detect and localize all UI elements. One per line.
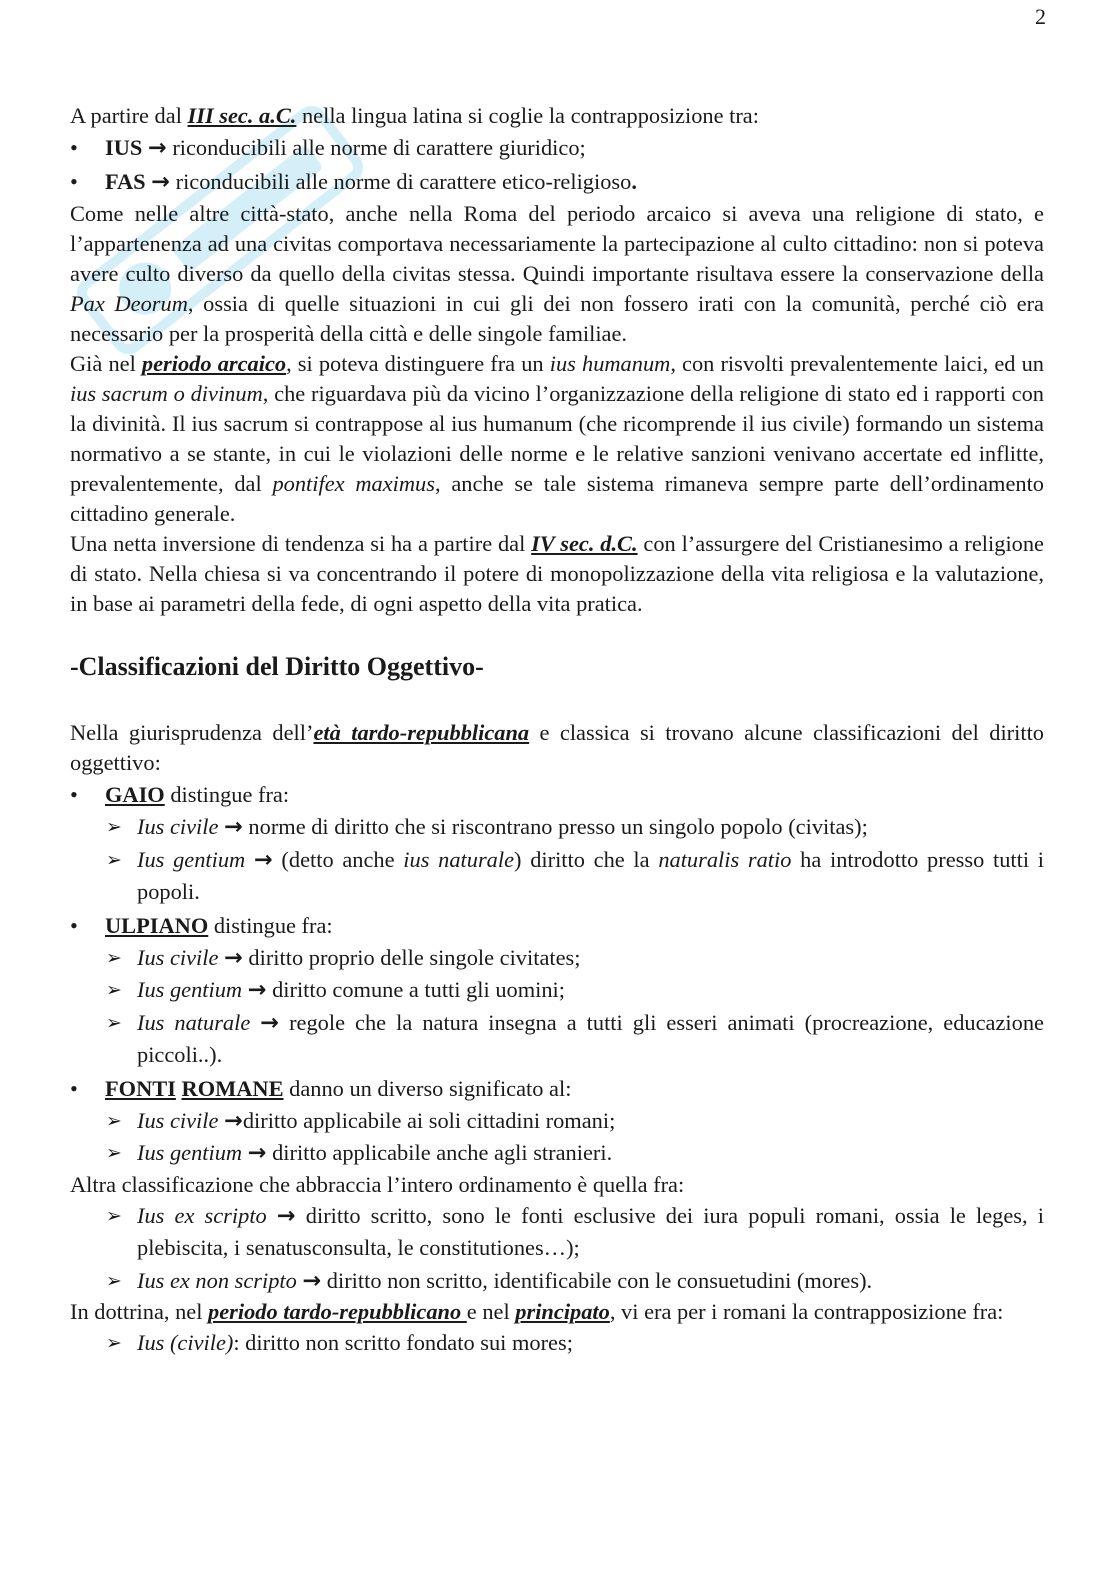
paragraph-eta-tardo-repubblicana: Nella giurisprudenza dell’età tardo-repubblicana e classica si trovano alcune classificazioni del diritto oggettivo: — [70, 720, 1044, 775]
bullet-icon: • — [70, 135, 78, 160]
paragraph-in-dottrina: In dottrina, nel periodo tardo-repubblicano e nel principato, vi era per i romani la contrapposizione fra: — [70, 1299, 1004, 1324]
paragraph-cristianesimo: Una netta inversione di tendenza si ha a partire dal IV sec. d.C. con l’assurgere del Cristianesimo a religione di stato. Nella chiesa si va concentrando il potere di monopolizzazione della vita religiosa e la valutazione, in base ai parametri della fede, di ogni aspetto della vita pratica. — [70, 531, 1044, 616]
sub-item-ulpiano-ius-civile: ➢ Ius civile → diritto proprio delle singole civitates; — [70, 942, 1044, 975]
sub-item-fonti-ius-civile: ➢ Ius civile →diritto applicabile ai soli cittadini romani; — [70, 1105, 1044, 1138]
arrowhead-bullet-icon: ➢ — [106, 946, 122, 969]
arrowhead-bullet-icon: ➢ — [106, 1142, 122, 1164]
arrow-icon: → — [151, 169, 171, 195]
section-heading: -Classificazioni del Diritto Oggettivo- — [70, 652, 484, 681]
bullet-icon: • — [70, 169, 78, 194]
list-item-fas: • FAS → riconducibili alle norme di carattere etico-religioso. — [70, 165, 1044, 199]
arrowhead-bullet-icon: ➢ — [106, 1109, 122, 1132]
page-number: 2 — [1035, 4, 1046, 29]
arrow-icon: → — [253, 846, 273, 873]
bullet-icon: • — [70, 912, 78, 938]
arrowhead-bullet-icon: ➢ — [106, 979, 122, 1001]
sub-item-gaio-ius-gentium: ➢ Ius gentium → (detto anche ius naturale) diritto che la naturalis ratio ha introdotto presso tutti i popoli. — [70, 844, 1044, 909]
sub-item-ius-ex-non-scripto: ➢ Ius ex non scripto → diritto non scritto, identificabile con le consuetudini (mores). — [70, 1265, 1044, 1298]
arrowhead-bullet-icon: ➢ — [106, 1332, 122, 1354]
sub-item-fonti-ius-gentium: ➢ Ius gentium → diritto applicabile anche agli stranieri. — [70, 1137, 1044, 1170]
paragraph-altra-classificazione: Altra classificazione che abbraccia l’intero ordinamento è quella fra: — [70, 1171, 685, 1197]
sub-item-ulpiano-ius-naturale: ➢ Ius naturale → regole che la natura insegna a tutti gli esseri animati (procreazione, educazione piccoli..). — [70, 1007, 1044, 1072]
arrow-icon: → — [260, 1009, 280, 1036]
list-item-ius: • IUS → riconducibili alle norme di carattere giuridico; — [70, 131, 1044, 165]
arrow-icon: → — [147, 135, 167, 161]
arrowhead-bullet-icon: ➢ — [106, 1011, 122, 1034]
sub-item-ius-ex-scripto: ➢ Ius ex scripto → diritto scritto, sono le fonti esclusive dei iura populi romani, ossia le leges, i plebiscita, i senatusconsulta, le constitutiones…); — [70, 1200, 1044, 1265]
paragraph-periodo-arcaico: Già nel periodo arcaico, si poteva distinguere fra un ius humanum, con risvolti prevalentemente laici, ed un ius sacrum o divinum, che riguardava più da vicino l’organizzazione della religione di stato ed i rapporti con la divinità. Il ius sacrum si contrappose al ius humanum (che ricomprende il ius civile) formando un sistema normativo a se stante, in cui le violazioni delle norme e le relative sanzioni venivano accertate ed inflitte, prevalentemente, dal pontifex maximus, anche se tale sistema rimaneva sempre parte dell’ordinamento cittadino generale. — [70, 351, 1045, 526]
sub-item-ulpiano-ius-gentium: ➢ Ius gentium → diritto comune a tutti gli uomini; — [70, 974, 1044, 1007]
document-body — [70, 101, 1044, 1360]
arrowhead-bullet-icon: ➢ — [106, 1204, 122, 1227]
arrowhead-bullet-icon: ➢ — [106, 816, 122, 838]
arrow-icon: → — [302, 1267, 322, 1294]
arrow-icon: → — [224, 944, 243, 971]
list-item-ulpiano: • ULPIANO distingue fra: — [70, 909, 1044, 942]
bullet-icon: • — [70, 1075, 78, 1101]
arrowhead-bullet-icon: ➢ — [106, 1269, 122, 1292]
arrowhead-bullet-icon: ➢ — [106, 848, 122, 871]
arrow-icon: → — [276, 1202, 296, 1229]
arrow-icon: → — [224, 814, 243, 840]
arrow-icon: → — [224, 1107, 243, 1134]
arrow-icon: → — [247, 977, 267, 1003]
arrow-icon: → — [247, 1140, 267, 1166]
intro-paragraph: A partire dal III sec. a.C. nella lingua latina si coglie la contrapposizione tra: — [70, 103, 759, 128]
bullet-icon: • — [70, 782, 78, 807]
list-item-fonti-romane: • FONTI ROMANE danno un diverso significato al: — [70, 1072, 1044, 1105]
list-item-gaio: • GAIO distingue fra: — [70, 778, 1044, 811]
paragraph-religione-di-stato: Come nelle altre città-stato, anche nella Roma del periodo arcaico si aveva una religione di stato, e l’appartenenza ad una civitas comportava necessariamente la partecipazione al culto cittadino: non si poteva avere culto diverso da quello della civitas stessa. Quindi importante risultava essere la conservazione della Pax Deorum, ossia di quelle situazioni in cui gli dei non fossero irati con la comunità, perché ciò era necessario per la prosperità della città e delle singole familiae. — [70, 201, 1044, 346]
sub-item-ius-civile-mores: ➢ Ius (civile): diritto non scritto fondato sui mores; — [70, 1327, 1044, 1360]
sub-item-gaio-ius-civile: ➢ Ius civile → norme di diritto che si riscontrano presso un singolo popolo (civitas); — [70, 811, 1044, 844]
